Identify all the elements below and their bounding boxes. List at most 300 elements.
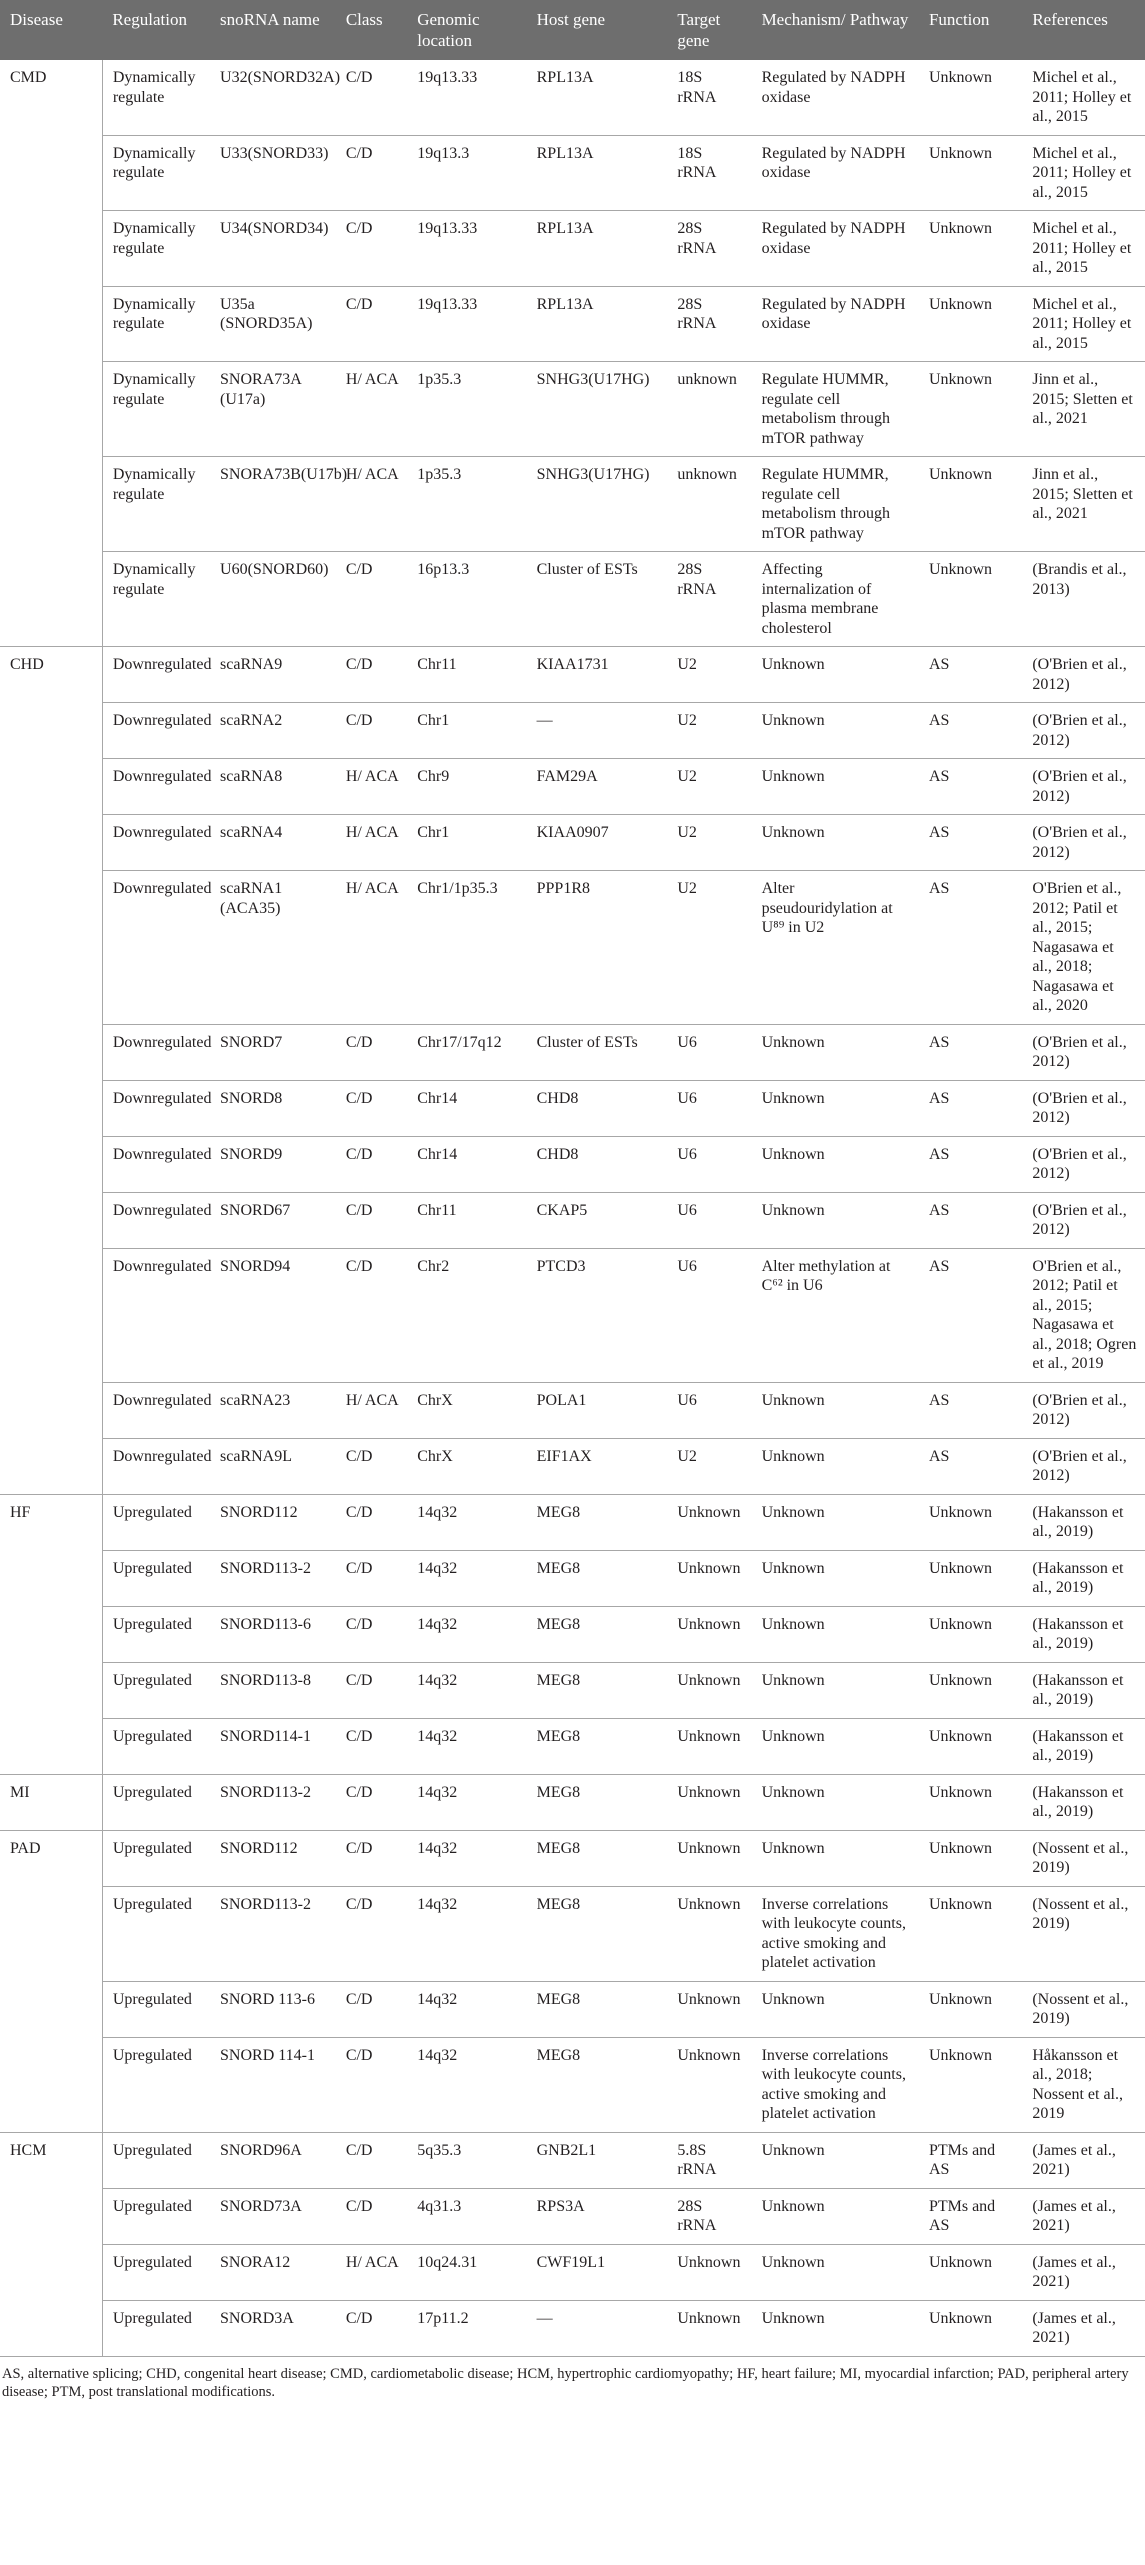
genomic-location-cell: Chr14: [407, 1080, 526, 1136]
mechanism-pathway-cell: Unknown: [752, 1494, 919, 1550]
snorna-name-cell: SNORD113-2: [210, 1550, 336, 1606]
class-cell: C/D: [336, 1136, 407, 1192]
class-cell: H/ ACA: [336, 2244, 407, 2300]
mechanism-pathway-cell: Unknown: [752, 2244, 919, 2300]
table-row: [0, 211, 1145, 287]
host-gene-cell: PPP1R8: [527, 871, 668, 1025]
class-cell: H/ ACA: [336, 457, 407, 552]
snorna-name-cell: SNORA73B(U17b): [210, 457, 336, 552]
snorna-name-cell: SNORD96A: [210, 2132, 336, 2188]
target-gene-cell: Unknown: [667, 1494, 751, 1550]
target-gene-cell: U2: [667, 759, 751, 815]
class-cell: H/ ACA: [336, 871, 407, 1025]
table-row: [0, 1718, 1145, 1774]
regulation-cell: Upregulated: [102, 1662, 210, 1718]
target-gene-cell: 5.8S rRNA: [667, 2132, 751, 2188]
mechanism-pathway-cell: Unknown: [752, 1080, 919, 1136]
class-cell: C/D: [336, 1438, 407, 1494]
function-cell: Unknown: [919, 552, 1022, 647]
references-cell: Jinn et al., 2015; Sletten et al., 2021: [1022, 362, 1145, 457]
regulation-cell: Downregulated: [102, 1382, 210, 1438]
table-row: [0, 1606, 1145, 1662]
references-cell: (Hakansson et al., 2019): [1022, 1494, 1145, 1550]
function-cell: Unknown: [919, 1774, 1022, 1830]
table-row: [0, 2037, 1145, 2132]
regulation-cell: Downregulated: [102, 1192, 210, 1248]
function-cell: Unknown: [919, 362, 1022, 457]
disease-cell: PAD: [0, 1830, 102, 2132]
references-cell: Michel et al., 2011; Holley et al., 2015: [1022, 60, 1145, 135]
genomic-location-cell: Chr11: [407, 647, 526, 703]
regulation-cell: Upregulated: [102, 1830, 210, 1886]
target-gene-cell: Unknown: [667, 1981, 751, 2037]
target-gene-cell: Unknown: [667, 2244, 751, 2300]
regulation-cell: Downregulated: [102, 1438, 210, 1494]
host-gene-cell: MEG8: [527, 1606, 668, 1662]
table-row: [0, 2300, 1145, 2356]
snorna-name-cell: SNORD9: [210, 1136, 336, 1192]
mechanism-pathway-cell: Regulated by NADPH oxidase: [752, 60, 919, 135]
references-cell: (O'Brien et al., 2012): [1022, 1080, 1145, 1136]
table-row: [0, 2188, 1145, 2244]
class-cell: C/D: [336, 1830, 407, 1886]
target-gene-cell: U6: [667, 1080, 751, 1136]
mechanism-pathway-cell: Inverse correlations with leukocyte counts, active smoking and platelet activation: [752, 1886, 919, 1981]
target-gene-cell: U6: [667, 1136, 751, 1192]
regulation-cell: Dynamically regulate: [102, 457, 210, 552]
mechanism-pathway-cell: Unknown: [752, 2132, 919, 2188]
mechanism-pathway-cell: Affecting internalization of plasma membrane cholesterol: [752, 552, 919, 647]
genomic-location-cell: 19q13.3: [407, 135, 526, 211]
snorna-name-cell: scaRNA1 (ACA35): [210, 871, 336, 1025]
genomic-location-cell: 1p35.3: [407, 362, 526, 457]
function-cell: AS: [919, 1192, 1022, 1248]
genomic-location-cell: Chr14: [407, 1136, 526, 1192]
function-cell: AS: [919, 1382, 1022, 1438]
regulation-cell: Upregulated: [102, 1718, 210, 1774]
table-row: [0, 647, 1145, 703]
genomic-location-cell: 10q24.31: [407, 2244, 526, 2300]
references-cell: Håkansson et al., 2018; Nossent et al., 2019: [1022, 2037, 1145, 2132]
genomic-location-cell: 16p13.3: [407, 552, 526, 647]
target-gene-cell: U2: [667, 703, 751, 759]
regulation-cell: Upregulated: [102, 1606, 210, 1662]
target-gene-cell: U6: [667, 1192, 751, 1248]
function-cell: Unknown: [919, 2244, 1022, 2300]
class-cell: C/D: [336, 1248, 407, 1382]
table-row: [0, 815, 1145, 871]
host-gene-cell: MEG8: [527, 1830, 668, 1886]
snorna-name-cell: scaRNA2: [210, 703, 336, 759]
host-gene-cell: SNHG3(U17HG): [527, 362, 668, 457]
regulation-cell: Downregulated: [102, 1024, 210, 1080]
class-cell: C/D: [336, 2188, 407, 2244]
header-class: Class: [336, 0, 407, 60]
function-cell: Unknown: [919, 1550, 1022, 1606]
function-cell: Unknown: [919, 457, 1022, 552]
regulation-cell: Dynamically regulate: [102, 211, 210, 287]
references-cell: (James et al., 2021): [1022, 2132, 1145, 2188]
host-gene-cell: SNHG3(U17HG): [527, 457, 668, 552]
genomic-location-cell: 14q32: [407, 2037, 526, 2132]
function-cell: Unknown: [919, 1830, 1022, 1886]
regulation-cell: Dynamically regulate: [102, 286, 210, 362]
host-gene-cell: GNB2L1: [527, 2132, 668, 2188]
host-gene-cell: MEG8: [527, 1981, 668, 2037]
function-cell: Unknown: [919, 1494, 1022, 1550]
references-cell: (Brandis et al., 2013): [1022, 552, 1145, 647]
snorna-name-cell: SNORA12: [210, 2244, 336, 2300]
class-cell: C/D: [336, 2132, 407, 2188]
disease-cell: CHD: [0, 647, 102, 1495]
function-cell: PTMs and AS: [919, 2188, 1022, 2244]
references-cell: (Hakansson et al., 2019): [1022, 1662, 1145, 1718]
class-cell: C/D: [336, 286, 407, 362]
target-gene-cell: Unknown: [667, 1550, 751, 1606]
snorna-name-cell: SNORD112: [210, 1830, 336, 1886]
references-cell: (Nossent et al., 2019): [1022, 1830, 1145, 1886]
class-cell: C/D: [336, 1886, 407, 1981]
regulation-cell: Downregulated: [102, 703, 210, 759]
regulation-cell: Upregulated: [102, 2188, 210, 2244]
references-cell: (Hakansson et al., 2019): [1022, 1718, 1145, 1774]
table-row: [0, 1830, 1145, 1886]
mechanism-pathway-cell: Alter methylation at C⁶² in U6: [752, 1248, 919, 1382]
table-row: [0, 362, 1145, 457]
references-cell: (O'Brien et al., 2012): [1022, 1192, 1145, 1248]
table-row: [0, 703, 1145, 759]
table-row: [0, 286, 1145, 362]
target-gene-cell: Unknown: [667, 1606, 751, 1662]
host-gene-cell: MEG8: [527, 1494, 668, 1550]
disease-cell: HF: [0, 1494, 102, 1774]
target-gene-cell: 18S rRNA: [667, 135, 751, 211]
header-genomic-location: Genomic location: [407, 0, 526, 60]
mechanism-pathway-cell: Unknown: [752, 703, 919, 759]
table-row: [0, 759, 1145, 815]
snorna-name-cell: U35a (SNORD35A): [210, 286, 336, 362]
target-gene-cell: Unknown: [667, 1774, 751, 1830]
header-mechanism-pathway: Mechanism/ Pathway: [752, 0, 919, 60]
target-gene-cell: 28S rRNA: [667, 286, 751, 362]
class-cell: H/ ACA: [336, 815, 407, 871]
disease-cell: HCM: [0, 2132, 102, 2356]
regulation-cell: Dynamically regulate: [102, 552, 210, 647]
genomic-location-cell: 14q32: [407, 1550, 526, 1606]
target-gene-cell: U2: [667, 647, 751, 703]
regulation-cell: Upregulated: [102, 2244, 210, 2300]
mechanism-pathway-cell: Unknown: [752, 1024, 919, 1080]
mechanism-pathway-cell: Unknown: [752, 1981, 919, 2037]
genomic-location-cell: Chr17/17q12: [407, 1024, 526, 1080]
target-gene-cell: Unknown: [667, 2300, 751, 2356]
regulation-cell: Downregulated: [102, 647, 210, 703]
host-gene-cell: MEG8: [527, 2037, 668, 2132]
header-references: References: [1022, 0, 1145, 60]
references-cell: Jinn et al., 2015; Sletten et al., 2021: [1022, 457, 1145, 552]
class-cell: C/D: [336, 552, 407, 647]
target-gene-cell: Unknown: [667, 1830, 751, 1886]
mechanism-pathway-cell: Regulated by NADPH oxidase: [752, 211, 919, 287]
genomic-location-cell: Chr9: [407, 759, 526, 815]
mechanism-pathway-cell: Regulated by NADPH oxidase: [752, 286, 919, 362]
function-cell: Unknown: [919, 1886, 1022, 1981]
regulation-cell: Upregulated: [102, 1886, 210, 1981]
genomic-location-cell: 1p35.3: [407, 457, 526, 552]
regulation-cell: Upregulated: [102, 1494, 210, 1550]
references-cell: (Nossent et al., 2019): [1022, 1886, 1145, 1981]
table-row: [0, 1774, 1145, 1830]
references-cell: (O'Brien et al., 2012): [1022, 1438, 1145, 1494]
genomic-location-cell: 14q32: [407, 1886, 526, 1981]
references-cell: (James et al., 2021): [1022, 2244, 1145, 2300]
genomic-location-cell: Chr1: [407, 703, 526, 759]
target-gene-cell: U2: [667, 815, 751, 871]
host-gene-cell: RPL13A: [527, 211, 668, 287]
class-cell: C/D: [336, 1550, 407, 1606]
target-gene-cell: 28S rRNA: [667, 552, 751, 647]
references-cell: O'Brien et al., 2012; Patil et al., 2015; Nagasawa et al., 2018; Nagasawa et al., 2020: [1022, 871, 1145, 1025]
snorna-name-cell: U33(SNORD33): [210, 135, 336, 211]
references-cell: (O'Brien et al., 2012): [1022, 1136, 1145, 1192]
host-gene-cell: MEG8: [527, 1886, 668, 1981]
class-cell: C/D: [336, 1981, 407, 2037]
host-gene-cell: PTCD3: [527, 1248, 668, 1382]
snorna-name-cell: SNORD113-6: [210, 1606, 336, 1662]
function-cell: Unknown: [919, 60, 1022, 135]
snorna-name-cell: scaRNA8: [210, 759, 336, 815]
snorna-name-cell: SNORD3A: [210, 2300, 336, 2356]
class-cell: C/D: [336, 1080, 407, 1136]
function-cell: Unknown: [919, 1606, 1022, 1662]
class-cell: C/D: [336, 1494, 407, 1550]
mechanism-pathway-cell: Unknown: [752, 1774, 919, 1830]
table-row: [0, 1136, 1145, 1192]
function-cell: AS: [919, 1136, 1022, 1192]
mechanism-pathway-cell: Unknown: [752, 647, 919, 703]
host-gene-cell: CHD8: [527, 1080, 668, 1136]
target-gene-cell: unknown: [667, 362, 751, 457]
references-cell: Michel et al., 2011; Holley et al., 2015: [1022, 286, 1145, 362]
target-gene-cell: Unknown: [667, 1662, 751, 1718]
genomic-location-cell: ChrX: [407, 1382, 526, 1438]
snorna-name-cell: U34(SNORD34): [210, 211, 336, 287]
regulation-cell: Upregulated: [102, 1774, 210, 1830]
class-cell: C/D: [336, 211, 407, 287]
host-gene-cell: Cluster of ESTs: [527, 1024, 668, 1080]
function-cell: AS: [919, 703, 1022, 759]
target-gene-cell: U2: [667, 1438, 751, 1494]
host-gene-cell: RPS3A: [527, 2188, 668, 2244]
genomic-location-cell: Chr2: [407, 1248, 526, 1382]
mechanism-pathway-cell: Unknown: [752, 1382, 919, 1438]
table-row: [0, 60, 1145, 135]
target-gene-cell: Unknown: [667, 2037, 751, 2132]
references-cell: (O'Brien et al., 2012): [1022, 1024, 1145, 1080]
regulation-cell: Dynamically regulate: [102, 60, 210, 135]
function-cell: Unknown: [919, 286, 1022, 362]
class-cell: H/ ACA: [336, 362, 407, 457]
class-cell: H/ ACA: [336, 759, 407, 815]
function-cell: AS: [919, 871, 1022, 1025]
host-gene-cell: FAM29A: [527, 759, 668, 815]
host-gene-cell: EIF1AX: [527, 1438, 668, 1494]
table-row: [0, 1494, 1145, 1550]
genomic-location-cell: 19q13.33: [407, 286, 526, 362]
mechanism-pathway-cell: Unknown: [752, 2188, 919, 2244]
class-cell: C/D: [336, 1718, 407, 1774]
genomic-location-cell: 14q32: [407, 1830, 526, 1886]
regulation-cell: Downregulated: [102, 815, 210, 871]
snorna-name-cell: SNORD112: [210, 1494, 336, 1550]
genomic-location-cell: 4q31.3: [407, 2188, 526, 2244]
table-row: [0, 1981, 1145, 2037]
mechanism-pathway-cell: Unknown: [752, 1718, 919, 1774]
host-gene-cell: MEG8: [527, 1662, 668, 1718]
genomic-location-cell: 5q35.3: [407, 2132, 526, 2188]
class-cell: C/D: [336, 1606, 407, 1662]
function-cell: AS: [919, 1438, 1022, 1494]
snorna-name-cell: SNORD73A: [210, 2188, 336, 2244]
class-cell: C/D: [336, 1024, 407, 1080]
class-cell: C/D: [336, 1192, 407, 1248]
target-gene-cell: 18S rRNA: [667, 60, 751, 135]
snorna-name-cell: SNORD113-2: [210, 1886, 336, 1981]
host-gene-cell: MEG8: [527, 1718, 668, 1774]
table-row: [0, 1080, 1145, 1136]
host-gene-cell: MEG8: [527, 1550, 668, 1606]
header-regulation: Regulation: [102, 0, 210, 60]
genomic-location-cell: 14q32: [407, 1494, 526, 1550]
target-gene-cell: U2: [667, 871, 751, 1025]
class-cell: C/D: [336, 2300, 407, 2356]
host-gene-cell: CKAP5: [527, 1192, 668, 1248]
snorna-name-cell: SNORD113-8: [210, 1662, 336, 1718]
snorna-name-cell: SNORD114-1: [210, 1718, 336, 1774]
disease-cell: MI: [0, 1774, 102, 1830]
target-gene-cell: 28S rRNA: [667, 2188, 751, 2244]
host-gene-cell: POLA1: [527, 1382, 668, 1438]
host-gene-cell: CHD8: [527, 1136, 668, 1192]
references-cell: (James et al., 2021): [1022, 2300, 1145, 2356]
mechanism-pathway-cell: Unknown: [752, 1606, 919, 1662]
mechanism-pathway-cell: Unknown: [752, 1192, 919, 1248]
function-cell: Unknown: [919, 2300, 1022, 2356]
function-cell: Unknown: [919, 1662, 1022, 1718]
mechanism-pathway-cell: Regulate HUMMR, regulate cell metabolism through mTOR pathway: [752, 457, 919, 552]
function-cell: AS: [919, 815, 1022, 871]
table-row: [0, 1024, 1145, 1080]
regulation-cell: Upregulated: [102, 1550, 210, 1606]
target-gene-cell: Unknown: [667, 1718, 751, 1774]
table-row: [0, 1438, 1145, 1494]
genomic-location-cell: ChrX: [407, 1438, 526, 1494]
table-row: [0, 1248, 1145, 1382]
function-cell: AS: [919, 1080, 1022, 1136]
mechanism-pathway-cell: Regulate HUMMR, regulate cell metabolism through mTOR pathway: [752, 362, 919, 457]
host-gene-cell: Cluster of ESTs: [527, 552, 668, 647]
references-cell: Michel et al., 2011; Holley et al., 2015: [1022, 135, 1145, 211]
genomic-location-cell: Chr1: [407, 815, 526, 871]
header-function: Function: [919, 0, 1022, 60]
genomic-location-cell: 14q32: [407, 1774, 526, 1830]
function-cell: Unknown: [919, 1718, 1022, 1774]
function-cell: AS: [919, 1024, 1022, 1080]
snorna-name-cell: SNORD 114-1: [210, 2037, 336, 2132]
table-row: [0, 2132, 1145, 2188]
snorna-name-cell: scaRNA9: [210, 647, 336, 703]
snorna-name-cell: U60(SNORD60): [210, 552, 336, 647]
table-row: [0, 1662, 1145, 1718]
snorna-name-cell: scaRNA9L: [210, 1438, 336, 1494]
references-cell: (O'Brien et al., 2012): [1022, 703, 1145, 759]
table-body: [0, 60, 1145, 2356]
regulation-cell: Downregulated: [102, 1080, 210, 1136]
snorna-name-cell: U32(SNORD32A): [210, 60, 336, 135]
regulation-cell: Upregulated: [102, 2300, 210, 2356]
references-cell: (Hakansson et al., 2019): [1022, 1774, 1145, 1830]
mechanism-pathway-cell: Unknown: [752, 2300, 919, 2356]
table-row: [0, 457, 1145, 552]
regulation-cell: Upregulated: [102, 2037, 210, 2132]
references-cell: (James et al., 2021): [1022, 2188, 1145, 2244]
genomic-location-cell: 19q13.33: [407, 211, 526, 287]
header-disease: Disease: [0, 0, 102, 60]
mechanism-pathway-cell: Unknown: [752, 1438, 919, 1494]
snorna-name-cell: scaRNA4: [210, 815, 336, 871]
target-gene-cell: unknown: [667, 457, 751, 552]
snorna-name-cell: SNORD 113-6: [210, 1981, 336, 2037]
host-gene-cell: RPL13A: [527, 286, 668, 362]
host-gene-cell: CWF19L1: [527, 2244, 668, 2300]
genomic-location-cell: Chr1/1p35.3: [407, 871, 526, 1025]
host-gene-cell: —: [527, 703, 668, 759]
host-gene-cell: KIAA0907: [527, 815, 668, 871]
snorna-name-cell: SNORA73A (U17a): [210, 362, 336, 457]
function-cell: Unknown: [919, 211, 1022, 287]
genomic-location-cell: 14q32: [407, 1981, 526, 2037]
regulation-cell: Dynamically regulate: [102, 135, 210, 211]
genomic-location-cell: 19q13.33: [407, 60, 526, 135]
table-header: [0, 0, 1145, 60]
target-gene-cell: U6: [667, 1024, 751, 1080]
regulation-cell: Downregulated: [102, 1136, 210, 1192]
table-row: [0, 1382, 1145, 1438]
class-cell: C/D: [336, 647, 407, 703]
genomic-location-cell: 14q32: [407, 1662, 526, 1718]
regulation-cell: Downregulated: [102, 871, 210, 1025]
host-gene-cell: —: [527, 2300, 668, 2356]
snorna-name-cell: scaRNA23: [210, 1382, 336, 1438]
target-gene-cell: Unknown: [667, 1886, 751, 1981]
table-footnote: AS, alternative splicing; CHD, congenital heart disease; CMD, cardiometabolic disease; HCM, hypertrophic cardiomyopathy; HF, heart failure; MI, myocardial infarction; PAD, peripheral artery disease; PTM, post translational modifications.: [2, 2365, 1129, 2400]
function-cell: Unknown: [919, 135, 1022, 211]
class-cell: H/ ACA: [336, 1382, 407, 1438]
disease-cell: CMD: [0, 60, 102, 647]
references-cell: (O'Brien et al., 2012): [1022, 815, 1145, 871]
references-cell: (Hakansson et al., 2019): [1022, 1550, 1145, 1606]
references-cell: (O'Brien et al., 2012): [1022, 647, 1145, 703]
regulation-cell: Downregulated: [102, 1248, 210, 1382]
class-cell: C/D: [336, 1774, 407, 1830]
table-row: [0, 1886, 1145, 1981]
table-row: [0, 1550, 1145, 1606]
function-cell: AS: [919, 1248, 1022, 1382]
regulation-cell: Downregulated: [102, 759, 210, 815]
function-cell: Unknown: [919, 2037, 1022, 2132]
table-row: [0, 2244, 1145, 2300]
table-row: [0, 552, 1145, 647]
